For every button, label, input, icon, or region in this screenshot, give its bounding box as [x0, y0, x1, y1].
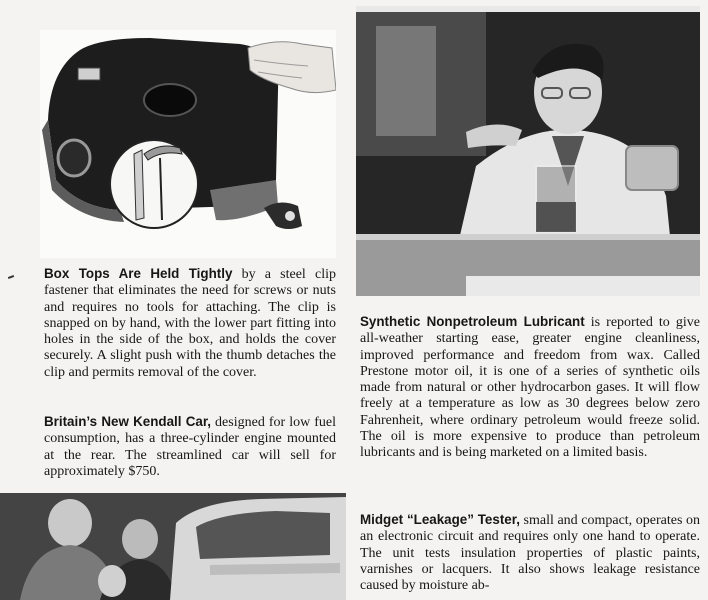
- box-tops-body: by a steel clip fastener that eliminates the need for screws or nuts and requires no tools for attaching. The clip is snapped on by hand, with the lower part fitting into holes in the side of the box, and holds the cover securely. A slight push with the thumb detaches the clip and permits removal of the cover.: [44, 267, 336, 380]
- kendall-car-paragraph: [44, 414, 336, 480]
- leakage-tester-heading: Midget “Leakage” Tester,: [360, 512, 520, 527]
- box-tops-paragraph: [44, 266, 336, 381]
- kendall-car-photo: [0, 493, 346, 600]
- lubricant-paragraph: [360, 314, 700, 462]
- leakage-tester-body: small and compact, operates on an electronic circuit and requires only one hand to operate. The unit tests insulation properties of plastic paints, varnishes or lacquers. It also shows leakage resistance caused by moisture ab-: [360, 513, 701, 594]
- car-crowd-illustration: [0, 493, 346, 600]
- leakage-tester-paragraph: [360, 512, 700, 594]
- box-clip-illustration: [40, 30, 336, 258]
- box-clip-photo: [40, 30, 336, 258]
- kendall-car-heading: Britain’s New Kendall Car,: [44, 414, 212, 429]
- lab-scientist-illustration: [356, 6, 700, 296]
- lubricant-heading: Synthetic Nonpetroleum Lubricant: [360, 314, 585, 329]
- kendall-car-body: designed for low fuel consumption, has a three-cylinder engine mounted at the rear. The streamlined car will sell for approximately $750.: [44, 415, 336, 479]
- lab-lubricant-photo: [356, 6, 700, 296]
- lubricant-body: is reported to give all-weather starting ease, greater engine cleanliness, improved performance and freedom from wax. Called Prestone motor oil, it is one of a series of synthetic oils made from natural or other hydrocarbon gases. It will flow freely at a temperature as low as 30 degrees below zero Fahrenheit, where ordinary petroleum would freeze solid. The oil is more expensive to produce than petroleum lubricants and is being marketed on a limited basis.: [360, 315, 700, 461]
- margin-mark: [8, 275, 14, 279]
- box-tops-heading: Box Tops Are Held Tightly: [44, 266, 233, 281]
